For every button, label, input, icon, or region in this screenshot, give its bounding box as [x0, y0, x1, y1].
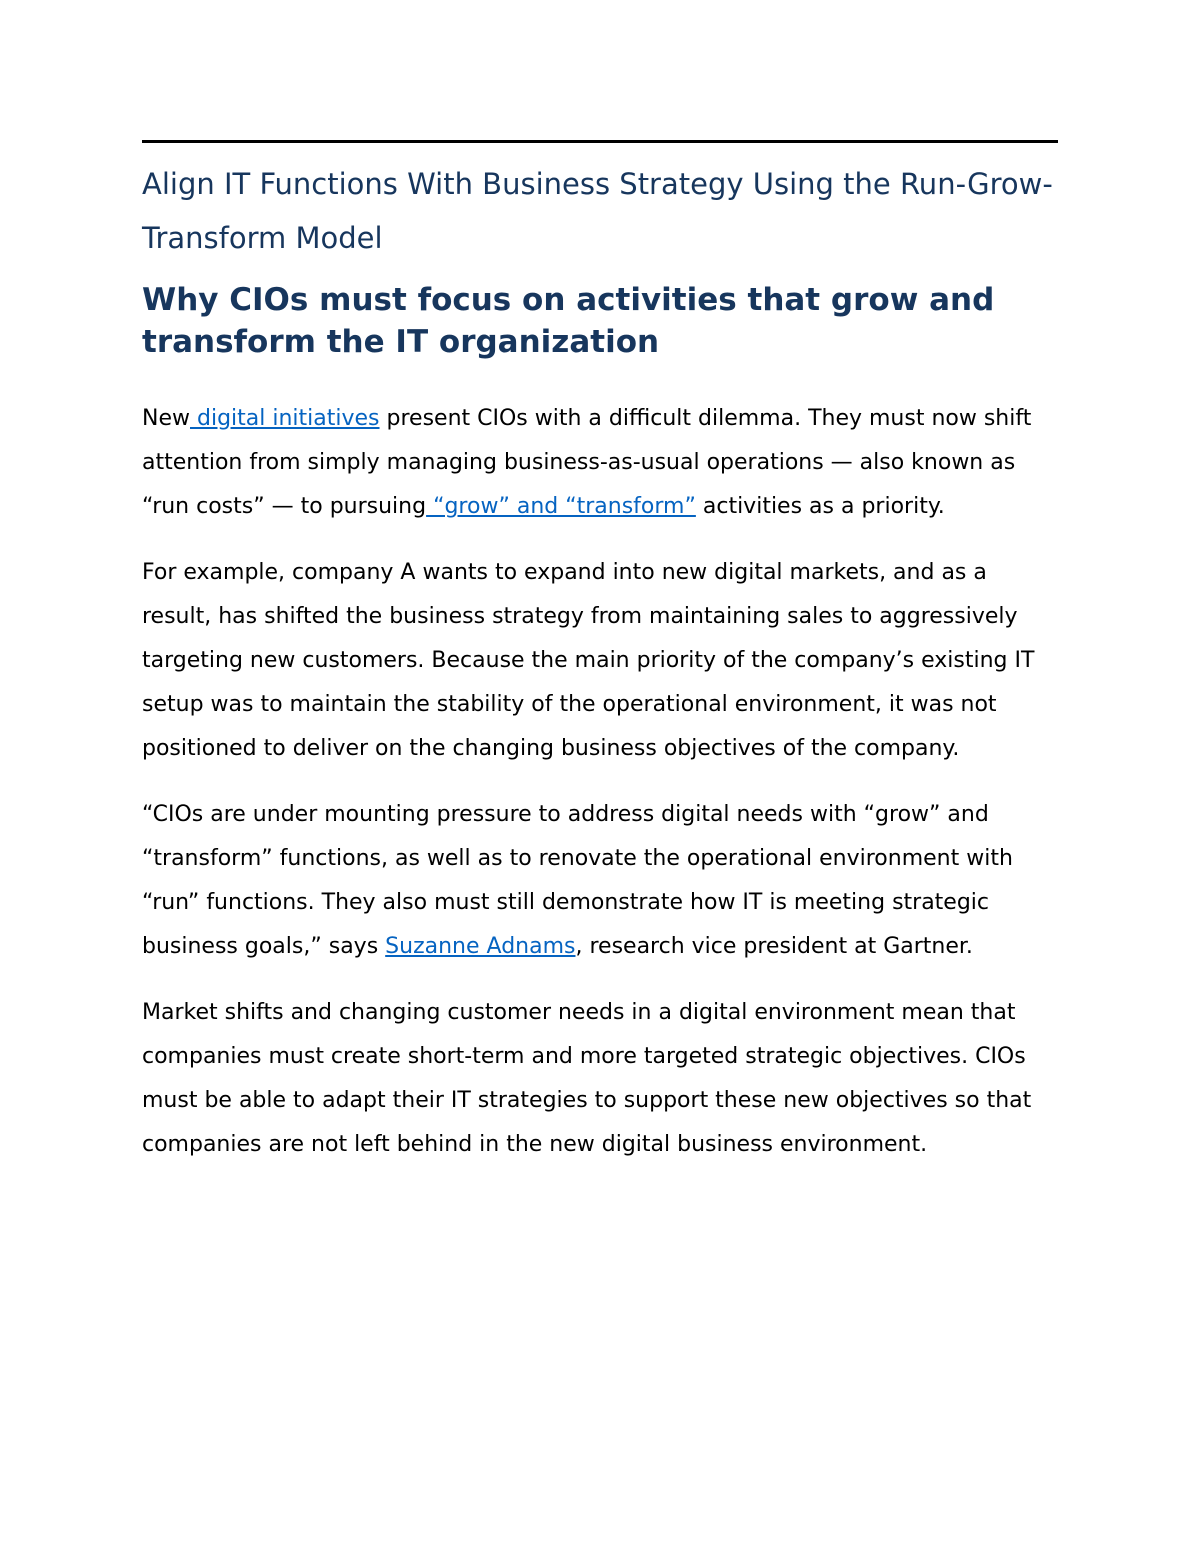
paragraph-intro-text-1: New — [142, 406, 190, 431]
paragraph-intro-text-2: present CIOs with a difficult dilemma. They must now shift attention from simply managing business-as-usual operations — also known as “run costs” — to pursuing — [142, 406, 1032, 519]
link-grow-and-transform[interactable]: “grow” and “transform” — [426, 494, 696, 519]
link-digital-initiatives[interactable]: digital initiatives — [190, 406, 380, 431]
document-page — [142, 140, 1058, 1167]
link-suzanne-adnams[interactable]: Suzanne Adnams — [385, 934, 576, 959]
paragraph-quote-text-2: , research vice president at Gartner. — [575, 934, 973, 959]
paragraph-quote — [142, 793, 1058, 969]
top-border-rule — [142, 140, 1058, 143]
paragraph-market-shifts: Market shifts and changing customer needs in a digital environment mean that companies must create short-term and more targeted strategic objectives. CIOs must be able to adapt their IT strategies to support these new objectives so that companies are not left behind in the new digital business environment. — [142, 1000, 1032, 1157]
paragraph-intro — [142, 397, 1058, 529]
document-title: Align IT Functions With Business Strategy Using the Run-Grow-Transform Model — [142, 167, 1053, 255]
paragraph-intro-text-3: activities as a priority. — [695, 494, 945, 519]
document-subtitle: Why CIOs must focus on activities that grow and transform the IT organization — [142, 282, 995, 360]
paragraph-example: For example, company A wants to expand into new digital markets, and as a result, has shifted the business strategy from maintaining sales to aggressively targeting new customers. Because the main priority of the company’s existing IT setup was to maintain the stability of the operational environment, it was not positioned to deliver on the changing business objectives of the company. — [142, 560, 1035, 761]
paragraph-quote-text-1: “CIOs are under mounting pressure to address digital needs with “grow” and “transform” functions, as well as to renovate the operational environment with “run” functions. They also must still demonstrate how IT is meeting strategic business goals,” says — [142, 802, 1013, 959]
